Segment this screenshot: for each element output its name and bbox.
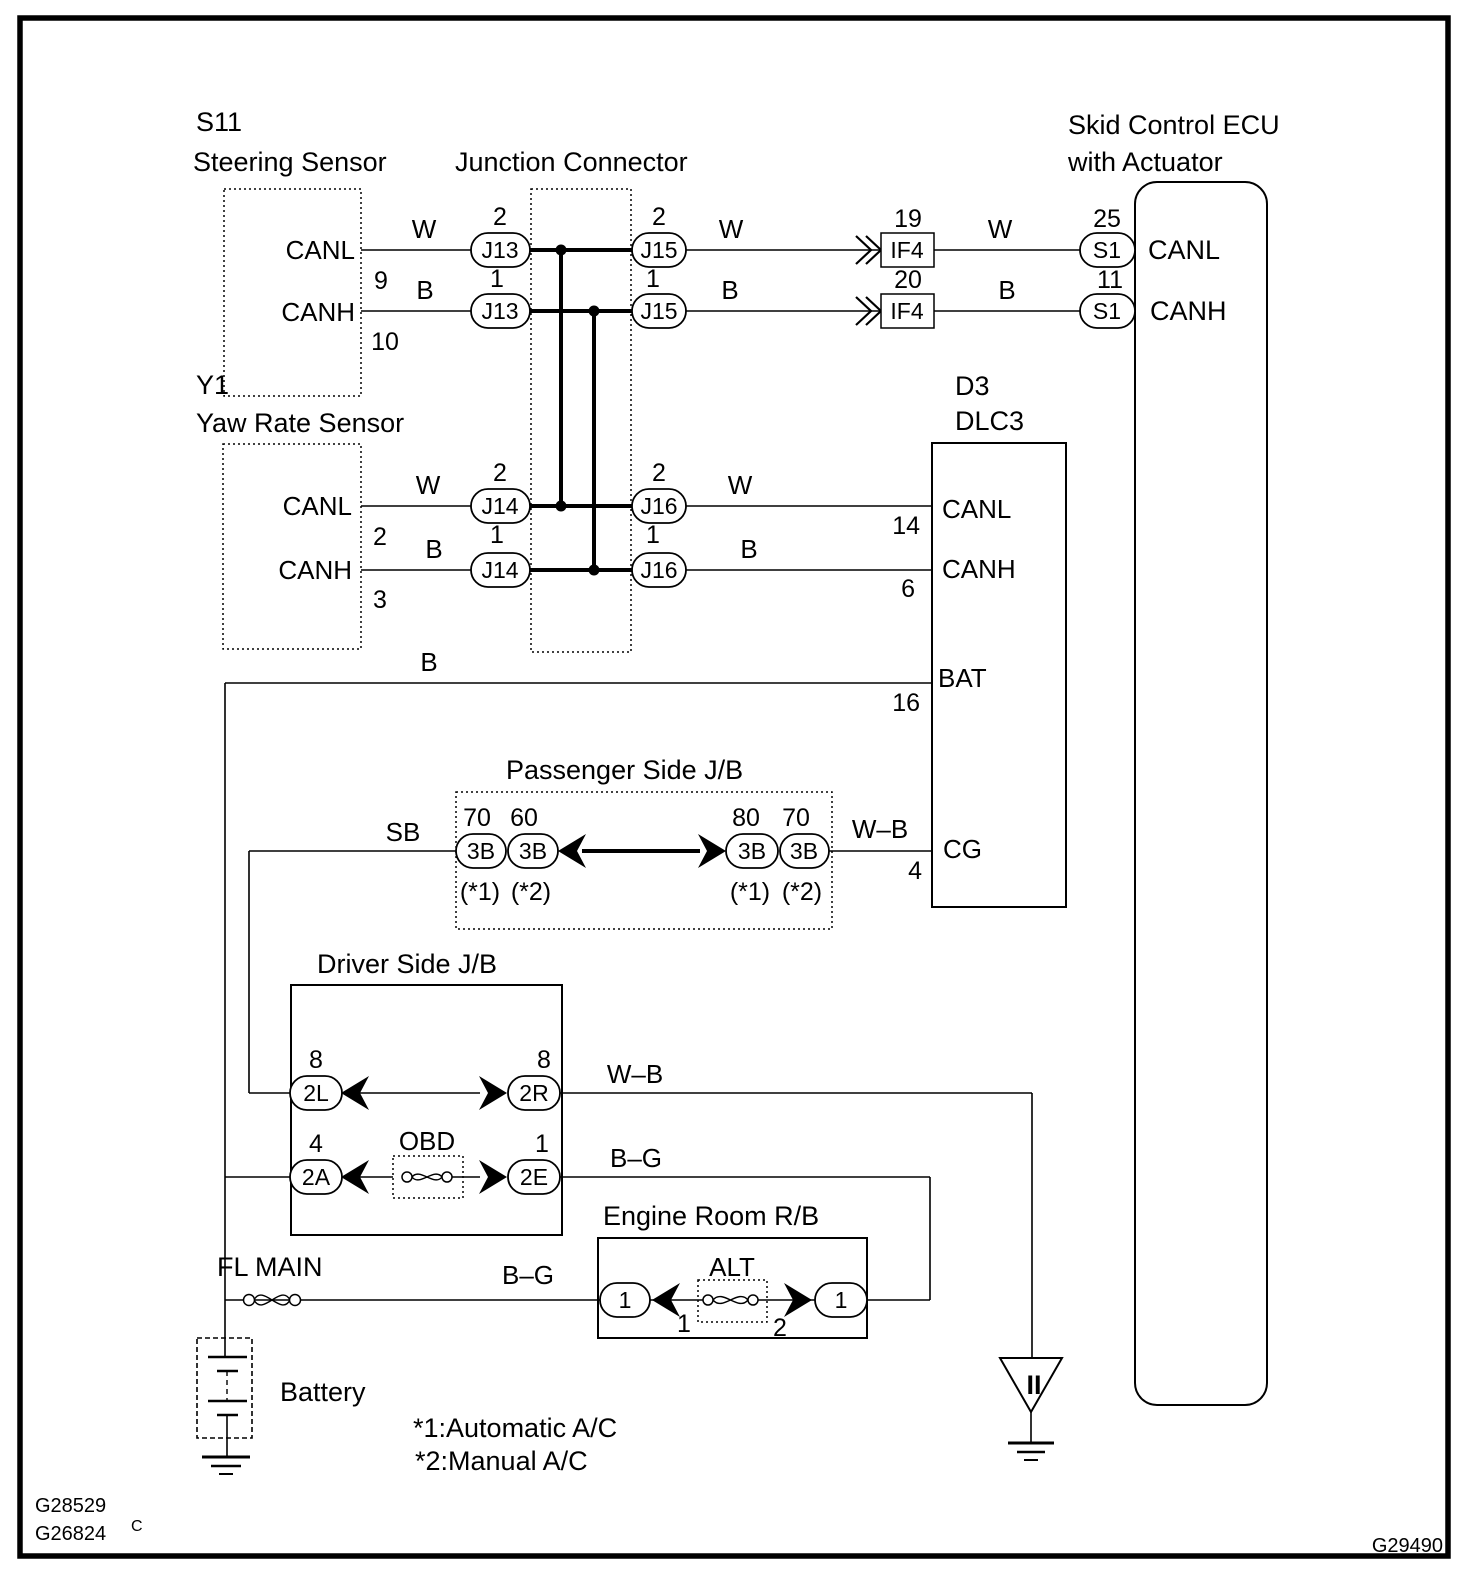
j14-pin-bottom: 1 [490,521,504,549]
dlc3-cg-pin: 4 [908,857,922,885]
skid-control-ecu-box [1135,182,1267,1405]
ecu-canl-label: CANL [1148,235,1221,265]
j16-pin-top: 2 [652,459,666,487]
dlc3-cg-label: CG [943,834,982,864]
s1-canh-code: S1 [1092,298,1122,324]
junction-dot [556,501,567,512]
arrow-right-icon [479,1160,507,1194]
2e-code: 2E [519,1164,549,1190]
3b-code-1: 3B [466,838,496,864]
fuse-end [703,1295,713,1305]
jb-internal-arrows [341,834,812,1317]
yaw-canh-pin: 3 [373,586,387,614]
skid-ecu-title-2: with Actuator [1068,147,1223,177]
ecu-canh-label: CANH [1150,296,1227,326]
s1-canl-pin: 25 [1093,205,1121,233]
j13-pin-top: 2 [493,203,507,231]
arrow-left-icon [558,834,586,868]
junction-connector-box [531,189,631,652]
j14-pin-top: 2 [493,459,507,487]
fl-main-label: FL MAIN [217,1252,323,1282]
fuse-end [402,1172,412,1182]
j14-canl-code: J14 [481,493,519,519]
j14-canh-code: J14 [481,557,519,583]
footer-code-top: G28529 [35,1495,107,1517]
2a-code: 2A [301,1164,331,1190]
obd-label: OBD [398,1126,456,1156]
wire-wb-label: W–B [851,814,909,844]
footer-code-bottom: G26824 [35,1523,107,1545]
if4-code-canl: IF4 [890,237,924,263]
junction-dot [589,565,600,576]
2r-pin: 8 [537,1046,551,1074]
fuse-end [442,1172,452,1182]
dlc3-bat-pin: 16 [892,689,920,717]
3b-code-3: 3B [737,838,767,864]
3b-variant-3: (*1) [729,878,771,906]
wire-b-label: B [420,647,438,677]
3b-pin-1: 70 [463,804,491,832]
dlc3-canh-pin: 6 [901,575,915,603]
j13-pin-bottom: 1 [490,265,504,293]
j15-pin-bottom: 1 [646,265,660,293]
steering-sensor-box [224,189,361,396]
wire-w-label: W [987,214,1013,244]
s1-canh-pin: 11 [1097,266,1123,294]
obd-fuse-icon [412,1174,442,1180]
if4-code-canh: IF4 [890,298,924,324]
2a-pin: 4 [309,1130,323,1158]
yaw-canl-label: CANL [282,491,352,521]
alt-label: ALT [709,1252,755,1282]
alt-pin-left: 1 [677,1310,691,1338]
wire-b-label: B [425,534,443,564]
3b-pin-4: 70 [782,804,810,832]
passenger-jb-title: Passenger Side J/B [506,755,744,785]
wire-bg-label: B–G [609,1143,663,1173]
wire-w-label: W [727,470,753,500]
3b-code-2: 3B [518,838,548,864]
wire-bg-label: B–G [501,1260,555,1290]
dlc3-canl-label: CANL [942,494,1012,524]
3b-variant-4: (*2) [781,878,823,906]
alt-pin-right: 2 [773,1314,787,1342]
fuse-end [244,1295,255,1306]
arrow-right-icon [698,834,726,868]
if4-pin-canl: 19 [894,205,922,233]
if4-pin-canh: 20 [894,266,922,294]
dlc3-canl-pin: 14 [892,512,920,540]
dlc3-ref: D3 [955,371,990,401]
j16-canl-code: J16 [640,493,678,519]
j15-canh-code: J15 [640,298,678,324]
ground-ii-label: II [1026,1370,1042,1400]
yaw-canh-label: CANH [278,555,352,585]
3b-pin-3: 80 [732,804,760,832]
j13-canl-code: J13 [481,237,519,263]
skid-ecu-title-1: Skid Control ECU [1068,110,1280,140]
wire-w-label: W [718,214,744,244]
wire-b-label: B [998,275,1016,305]
junction-connector-title: Junction Connector [455,147,688,177]
j16-canh-code: J16 [640,557,678,583]
driver-jb-title: Driver Side J/B [317,949,498,979]
diagram-border [20,18,1448,1556]
dlc3-title: DLC3 [955,406,1025,436]
steering-canl-label: CANL [285,235,355,265]
footnote-2: *2:Manual A/C [415,1446,588,1476]
wire-wb-label: W–B [606,1059,664,1089]
wire-sb-label: SB [385,817,421,847]
wire-w-label: W [411,214,437,244]
2l-pin: 8 [309,1046,323,1074]
engine-conn-right-code: 1 [834,1287,848,1313]
j13-canh-code: J13 [481,298,519,324]
steering-canl-pin: 9 [374,267,388,295]
yaw-sensor-ref: Y1 [196,370,230,400]
2e-pin: 1 [535,1130,549,1158]
battery-label: Battery [280,1377,366,1407]
steering-canh-label: CANH [281,297,355,327]
fuse-end [290,1295,301,1306]
footnote-1: *1:Automatic A/C [413,1413,618,1443]
wire-b-label: B [721,275,739,305]
3b-variant-2: (*2) [510,878,552,906]
3b-pin-2: 60 [510,804,538,832]
j16-pin-bottom: 1 [646,521,660,549]
wire-b-label: B [416,275,434,305]
2l-code: 2L [303,1080,329,1106]
junction-dot [556,245,567,256]
j15-canl-code: J15 [640,237,678,263]
steering-sensor-ref: S11 [196,107,243,137]
arrow-right-icon [479,1076,507,1110]
dlc3-canh-label: CANH [942,554,1016,584]
battery-ground-icon [202,1457,250,1474]
alt-fuse-icon [713,1297,748,1304]
fuse-end [748,1295,758,1305]
yaw-sensor-title: Yaw Rate Sensor [196,408,405,438]
engine-conn-left-code: 1 [618,1287,632,1313]
j15-pin-top: 2 [652,203,666,231]
3b-variant-1: (*1) [459,878,501,906]
engine-rb-title: Engine Room R/B [603,1201,820,1231]
2r-code: 2R [519,1080,549,1106]
footer-code-right: G29490 [1371,1535,1443,1557]
steering-canh-pin: 10 [371,328,399,356]
3b-code-4: 3B [789,838,819,864]
wire-w-label: W [415,470,441,500]
dlc3-bat-label: BAT [938,663,987,693]
steering-sensor-title: Steering Sensor [193,147,387,177]
footer-revision: C [131,1518,143,1535]
yaw-rate-sensor-box [223,444,361,649]
wire-b-label: B [740,534,758,564]
s1-canl-code: S1 [1092,237,1122,263]
battery-symbol [208,1338,247,1457]
yaw-canl-pin: 2 [373,523,387,551]
junction-dot [589,306,600,317]
